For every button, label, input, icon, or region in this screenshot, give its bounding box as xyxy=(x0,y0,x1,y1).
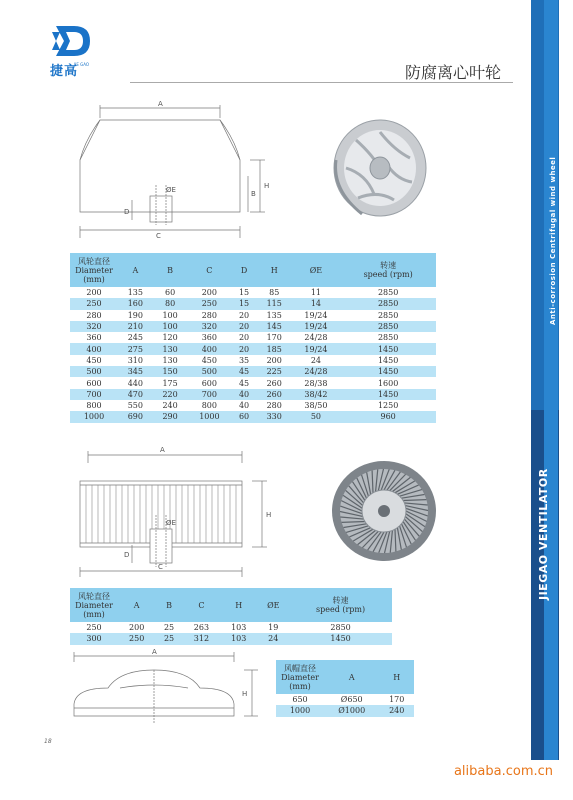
table-cell: 1000 xyxy=(70,411,118,422)
wheel-photo xyxy=(322,455,442,570)
dim-label-h-3: H xyxy=(242,690,248,698)
dim-label-h: H xyxy=(264,182,270,190)
table2-header-h: H xyxy=(220,588,257,622)
table-row xyxy=(70,389,436,400)
table-cell: 263 xyxy=(193,623,210,633)
table-cell: 103 xyxy=(231,623,247,633)
table-cell: 40 xyxy=(238,401,250,411)
table-row xyxy=(70,355,436,366)
table-cell: 1450 xyxy=(377,355,399,365)
table-cell: 500 xyxy=(187,366,231,377)
table-cell: 135 xyxy=(266,310,282,320)
table-cell: 28/38 xyxy=(304,378,328,388)
table-cell: 275 xyxy=(118,343,153,354)
table-cell: 24/28 xyxy=(304,333,328,343)
table-cell: 330 xyxy=(257,411,292,422)
dim-label-a-3: A xyxy=(152,648,157,656)
table-cell: 60 xyxy=(231,411,257,422)
table-cell: 500 xyxy=(70,366,118,377)
side-label-brand: JIEGAO VENTILATOR xyxy=(537,468,550,600)
impeller-drawing-1 xyxy=(70,100,280,250)
table-cell: 280 xyxy=(201,310,217,320)
table-cell: 135 xyxy=(127,288,143,298)
dim-label-h-2: H xyxy=(266,511,272,519)
table3-header-h: H xyxy=(379,660,414,694)
table-cell: 300 xyxy=(70,633,118,644)
table1-header-e: ØE xyxy=(292,253,341,287)
table-row xyxy=(70,366,436,377)
table2-header-c: C xyxy=(183,588,220,622)
table-cell: 160 xyxy=(118,298,153,309)
table1-header-a: A xyxy=(118,253,153,287)
table-cell: 2850 xyxy=(377,288,399,298)
table-cell: 700 xyxy=(187,389,231,400)
impeller-photo xyxy=(322,110,432,220)
table-cell: 280 xyxy=(86,310,102,320)
table-cell: 15 xyxy=(238,288,250,298)
table-cell: 24/28 xyxy=(292,366,341,377)
table-cell: 19/24 xyxy=(292,343,341,354)
table-cell: 100 xyxy=(162,310,178,320)
table-row xyxy=(276,705,414,716)
table-cell: 440 xyxy=(127,378,143,388)
table1-header-diameter: 风轮直径 Diameter (mm) xyxy=(70,253,118,287)
table-cell: 103 xyxy=(220,633,257,644)
table2-header-speed: 转速 speed (rpm) xyxy=(289,588,392,622)
table-cell: 25 xyxy=(163,623,175,633)
table-cell: 185 xyxy=(257,343,292,354)
table-cell: 260 xyxy=(257,389,292,400)
table-cell: 800 xyxy=(86,401,102,411)
table-cell: 1450 xyxy=(289,633,392,644)
side-label-product: Anti-corrosion Centrifugal wind wheel xyxy=(549,156,557,325)
table-cell: 360 xyxy=(86,333,102,343)
dim-label-a-2: A xyxy=(160,446,165,454)
table1-header-c: C xyxy=(187,253,231,287)
table-cell: 1450 xyxy=(340,366,436,377)
table-cell: 20 xyxy=(238,310,250,320)
dim-label-e: ØE xyxy=(166,186,176,194)
table-cell: 690 xyxy=(118,411,153,422)
table-cell: 20 xyxy=(238,333,250,343)
table-cell: 120 xyxy=(162,333,178,343)
table1-header-h: H xyxy=(257,253,292,287)
table-row xyxy=(70,298,436,309)
table-cell: 1600 xyxy=(377,378,399,388)
table-cell: 145 xyxy=(257,321,292,332)
table-cell: 290 xyxy=(153,411,188,422)
dim-label-d: D xyxy=(124,208,130,216)
table-cell: 35 xyxy=(238,355,250,365)
table-row xyxy=(70,411,436,422)
table-row xyxy=(70,343,436,354)
table-cell: 50 xyxy=(292,411,341,422)
dim-label-e-2: ØE xyxy=(166,519,176,527)
table-cell: 19/24 xyxy=(304,310,328,320)
table-cell: 450 xyxy=(201,355,217,365)
table1-header-b: B xyxy=(153,253,188,287)
table1-header-speed: 转速 speed (rpm) xyxy=(340,253,436,287)
table-cell: 312 xyxy=(183,633,220,644)
table-cell: 200 xyxy=(201,288,217,298)
table-cell: 38/50 xyxy=(304,401,328,411)
table-cell: 1250 xyxy=(377,401,399,411)
table-cell: 320 xyxy=(187,321,231,332)
table-cell: 170 xyxy=(266,333,282,343)
table-row xyxy=(70,633,392,644)
table-row xyxy=(276,694,414,705)
table-cell: 19/24 xyxy=(292,321,341,332)
table-cell: 650 xyxy=(292,695,308,705)
table3-header-diameter: 风帽直径 Diameter (mm) xyxy=(276,660,324,694)
dim-label-c-2: C xyxy=(158,563,163,571)
brand-name-en: JIE GAO xyxy=(74,62,90,67)
table-cell: 600 xyxy=(201,378,217,388)
table-cell: 2850 xyxy=(340,298,436,309)
table-cell: 170 xyxy=(389,695,405,705)
spec-table-2 xyxy=(70,588,392,645)
table-cell: 130 xyxy=(162,355,178,365)
table-cell: 19 xyxy=(268,623,279,633)
table-cell: 450 xyxy=(86,355,102,365)
table-cell: 175 xyxy=(162,378,178,388)
table-cell: 960 xyxy=(340,411,436,422)
table3-body xyxy=(276,694,414,717)
table-cell: 38/42 xyxy=(292,389,341,400)
table-cell: 550 xyxy=(127,401,143,411)
table-cell: 190 xyxy=(127,310,143,320)
table-cell: 40 xyxy=(231,389,257,400)
table-cell: 200 xyxy=(266,355,282,365)
table-cell: 600 xyxy=(86,378,102,388)
table-cell: 25 xyxy=(155,633,182,644)
table-cell: 1000 xyxy=(187,411,231,422)
watermark: alibaba.com.cn xyxy=(453,764,553,779)
table-cell: 130 xyxy=(153,343,188,354)
table-cell: 100 xyxy=(153,321,188,332)
table-cell: 245 xyxy=(127,333,143,343)
table1-body xyxy=(70,287,436,423)
table-cell: Ø1000 xyxy=(324,705,379,716)
dim-label-a: A xyxy=(158,100,163,108)
side-band-thin xyxy=(544,0,558,760)
table-cell: 360 xyxy=(201,333,217,343)
table-cell: 800 xyxy=(201,401,217,411)
table-cell: 45 xyxy=(238,378,250,388)
table-cell: 80 xyxy=(153,298,188,309)
table2-header-diameter: 风轮直径 Diameter (mm) xyxy=(70,588,118,622)
table2-header-e: ØE xyxy=(257,588,289,622)
table-cell: 400 xyxy=(187,343,231,354)
table-row xyxy=(70,400,436,411)
dim-label-d-2: D xyxy=(124,551,130,559)
table-cell: 14 xyxy=(292,298,341,309)
impeller-drawing-2 xyxy=(70,445,280,580)
table-cell: 115 xyxy=(257,298,292,309)
table-row xyxy=(70,622,392,633)
table-cell: 150 xyxy=(153,366,188,377)
table-cell: 1450 xyxy=(340,389,436,400)
title-divider xyxy=(130,82,513,83)
table-cell: 20 xyxy=(231,321,257,332)
table-cell: 24 xyxy=(257,633,289,644)
table2-header-b: B xyxy=(155,588,182,622)
table-cell: 1000 xyxy=(276,705,324,716)
table-row xyxy=(70,287,436,298)
table-cell: 700 xyxy=(70,389,118,400)
table-cell: 345 xyxy=(118,366,153,377)
table-cell: 310 xyxy=(127,355,143,365)
table-cell: 210 xyxy=(118,321,153,332)
table-cell: 2850 xyxy=(377,310,399,320)
table-cell: 250 xyxy=(70,298,118,309)
page-number: 18 xyxy=(44,738,52,745)
table-cell: 24 xyxy=(310,355,322,365)
table-cell: 220 xyxy=(153,389,188,400)
dim-label-c: C xyxy=(156,232,161,240)
table-row xyxy=(70,321,436,332)
table-row xyxy=(70,310,436,321)
table-cell: 2850 xyxy=(340,321,436,332)
table-cell: 2850 xyxy=(377,333,399,343)
table-cell: 280 xyxy=(266,401,282,411)
page-title: 防腐离心叶轮 xyxy=(404,63,501,82)
table-cell: 240 xyxy=(379,705,414,716)
table-cell: 1450 xyxy=(340,343,436,354)
table-cell: Ø650 xyxy=(340,695,363,705)
table-row xyxy=(70,377,436,388)
table3-header-a: A xyxy=(324,660,379,694)
table-cell: 15 xyxy=(231,298,257,309)
table-cell: 260 xyxy=(266,378,282,388)
table2-header-a: A xyxy=(118,588,155,622)
table-cell: 250 xyxy=(86,623,102,633)
table-cell: 2850 xyxy=(330,623,351,633)
spec-table-3 xyxy=(276,660,414,717)
table-cell: 240 xyxy=(162,401,178,411)
table-cell: 250 xyxy=(118,633,155,644)
table-row xyxy=(70,332,436,343)
table-cell: 200 xyxy=(129,623,145,633)
table-cell: 320 xyxy=(70,321,118,332)
table-cell: 20 xyxy=(231,343,257,354)
table-cell: 470 xyxy=(118,389,153,400)
logo-icon xyxy=(50,22,94,60)
table1-header-d: D xyxy=(231,253,257,287)
table-cell: 85 xyxy=(269,288,280,298)
spec-table-1 xyxy=(70,253,436,423)
table-cell: 200 xyxy=(86,288,102,298)
brand-name-cn: 捷高 xyxy=(50,64,79,79)
table-cell: 225 xyxy=(257,366,292,377)
table-cell: 250 xyxy=(187,298,231,309)
hood-drawing xyxy=(68,648,268,728)
table-cell: 45 xyxy=(231,366,257,377)
table-cell: 11 xyxy=(310,288,322,298)
table-cell: 60 xyxy=(164,288,176,298)
table2-body xyxy=(70,622,392,645)
table-cell: 400 xyxy=(70,343,118,354)
dim-label-b: B xyxy=(251,190,256,198)
